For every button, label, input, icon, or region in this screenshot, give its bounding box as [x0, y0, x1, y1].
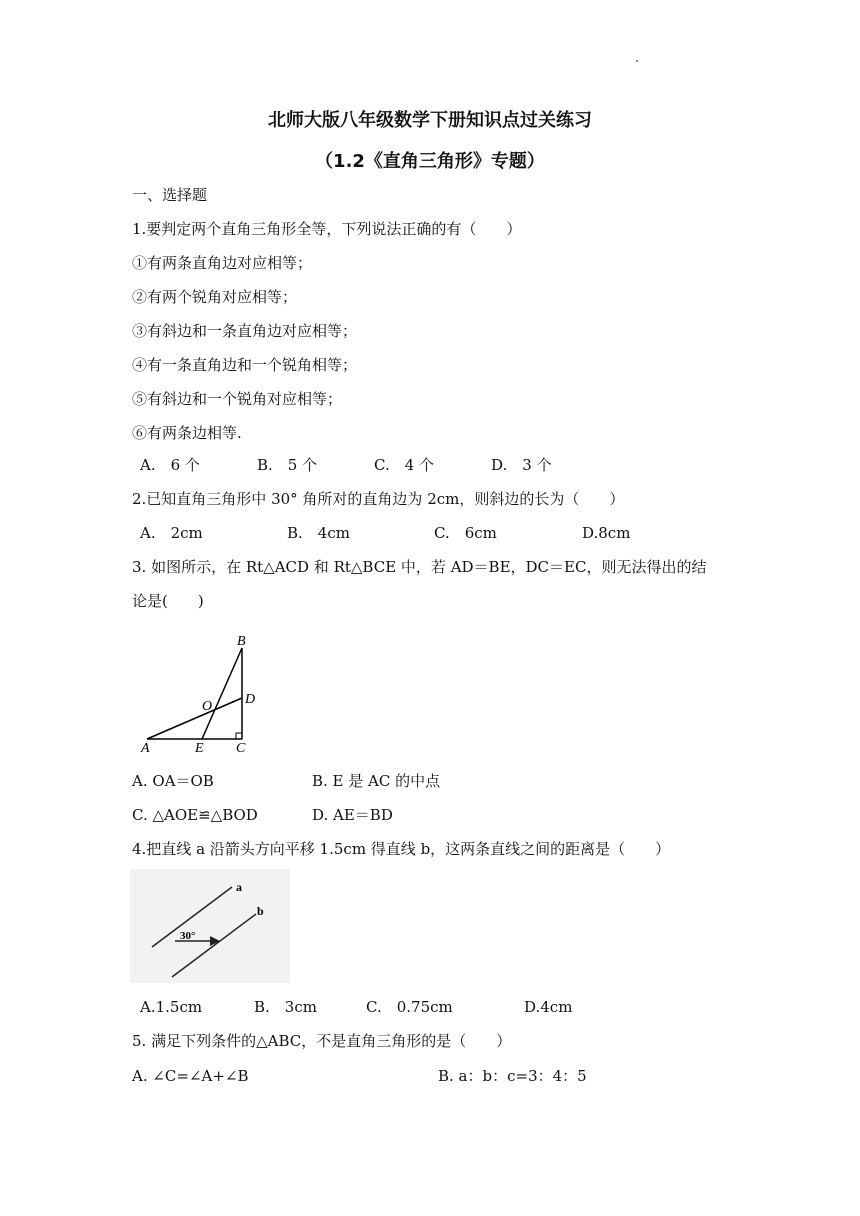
page-subtitle: （1.2《直角三角形》专题） — [315, 151, 545, 172]
q2-stem: 2.已知直角三角形中 30° 角所对的直角边为 2cm，则斜边的长为（ ） — [132, 490, 625, 508]
label-e: E — [195, 741, 204, 756]
label-c: C — [236, 741, 246, 756]
q1-item: ⑥有两条边相等. — [132, 424, 242, 442]
q3-stem-line2: 论是( ) — [132, 592, 204, 610]
q4-option-c: C. 0.75cm — [366, 998, 453, 1016]
label-a: A — [141, 741, 150, 756]
label-o: O — [202, 699, 213, 714]
page-title: 北师大版八年级数学下册知识点过关练习 — [268, 110, 592, 131]
q1-stem: 1.要判定两个直角三角形全等，下列说法正确的有（ ） — [132, 220, 522, 238]
q2-option-d: D.8cm — [582, 524, 631, 542]
q2-option-b: B. 4cm — [287, 524, 350, 542]
q1-option-a: A. 6 个 — [140, 456, 200, 474]
q3-triangle-figure — [132, 626, 262, 758]
label-b: b — [257, 904, 264, 918]
q3-option-c: C. △AOE≌△BOD — [132, 806, 258, 824]
q5-option-b: B. a：b：c=3：4：5 — [438, 1067, 587, 1085]
q1-item: ①有两条直角边对应相等； — [132, 254, 313, 272]
q3-option-b: B. E 是 AC 的中点 — [312, 772, 441, 790]
q4-option-b: B. 3cm — [254, 998, 317, 1016]
segment-ad — [147, 698, 242, 739]
q2-option-c: C. 6cm — [434, 524, 497, 542]
segment-be — [202, 648, 242, 739]
q1-option-d: D. 3 个 — [491, 456, 552, 474]
q1-item: ④有一条直角边和一个锐角相等； — [132, 356, 358, 374]
q1-item: ③有斜边和一条直角边对应相等； — [132, 322, 358, 340]
q2-option-a: A. 2cm — [140, 524, 203, 542]
q1-item: ⑤有斜边和一个锐角对应相等； — [132, 390, 343, 408]
q1-item: ②有两个锐角对应相等； — [132, 288, 298, 306]
q5-stem: 5. 满足下列条件的△ABC，不是直角三角形的是（ ） — [132, 1032, 512, 1050]
q1-option-b: B. 5 个 — [257, 456, 318, 474]
q3-option-a: A. OA＝OB — [132, 772, 214, 790]
right-angle-mark — [236, 733, 242, 739]
label-d: D — [245, 692, 256, 707]
label-b: B — [237, 634, 246, 649]
q4-parallel-lines-figure — [130, 869, 290, 983]
q3-option-d: D. AE＝BD — [312, 806, 393, 824]
page-dot — [636, 60, 638, 62]
q4-option-d: D.4cm — [524, 998, 573, 1016]
label-a: a — [236, 880, 242, 894]
q4-stem: 4.把直线 a 沿箭头方向平移 1.5cm 得直线 b，这两条直线之间的距离是（ ） — [132, 840, 671, 858]
q5-option-a: A. ∠C=∠A+∠B — [132, 1067, 249, 1085]
angle-label: 30° — [180, 930, 196, 942]
q1-option-c: C. 4 个 — [374, 456, 435, 474]
q4-option-a: A.1.5cm — [140, 998, 203, 1016]
q3-stem-line1: 3. 如图所示，在 Rt△ACD 和 Rt△BCE 中，若 AD＝BE，DC＝EC，则无法得出的结 — [132, 558, 707, 576]
section-heading: 一、选择题 — [132, 186, 208, 204]
